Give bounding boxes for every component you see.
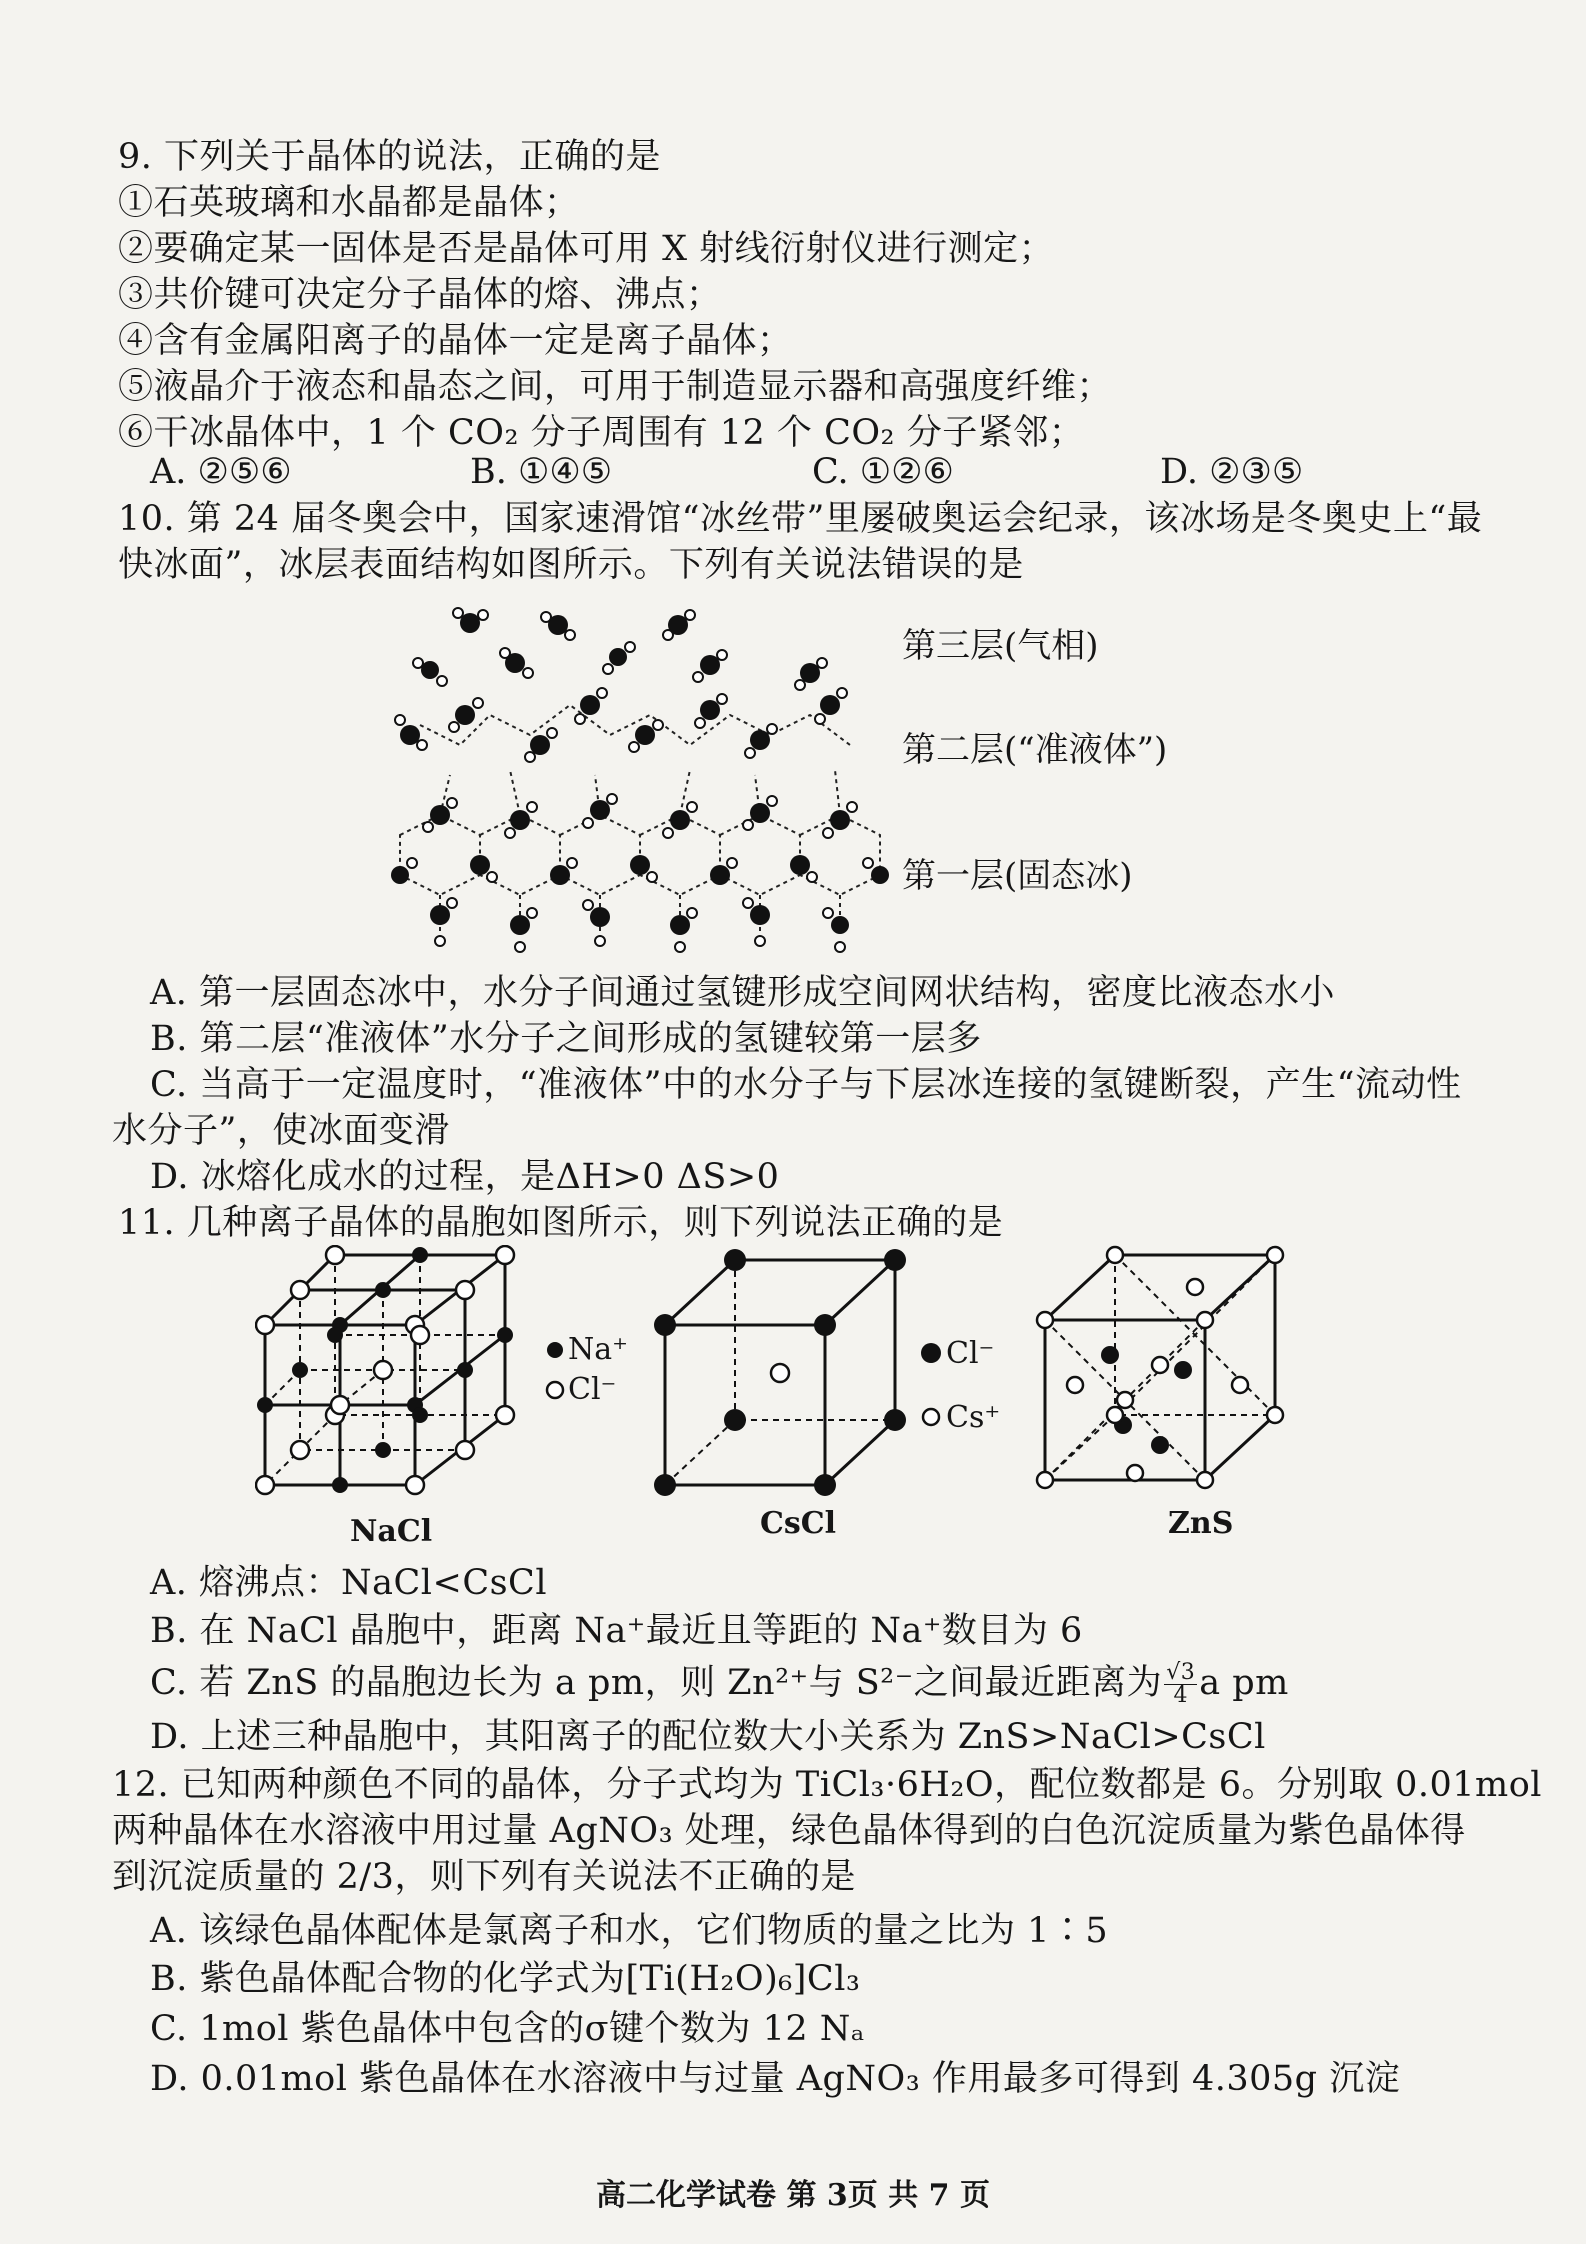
nacl-legend-cl: Cl⁻	[568, 1372, 617, 1407]
cscl-legend-cs: Cs⁺	[946, 1400, 1001, 1435]
hydrogen-atoms	[395, 608, 873, 952]
fraction-sqrt3-over-4	[1164, 1662, 1197, 1707]
q9-item-6: ⑥干冰晶体中，1 个 CO₂ 分子周围有 12 个 CO₂ 分子紧邻；	[118, 413, 1085, 453]
q12-option-a[interactable]: A. 该绿色晶体配体是氯离子和水，它们物质的量之比为 1∶5	[150, 1911, 1109, 1951]
q10-option-a[interactable]: A. 第一层固态冰中，水分子间通过氢键形成空间网状结构，密度比液态水小	[150, 973, 1336, 1013]
nacl-caption: NaCl	[350, 1514, 433, 1549]
q10-option-d[interactable]: D. 冰熔化成水的过程，是ΔH>0 ΔS>0	[150, 1157, 780, 1197]
q9-option-a[interactable]: A. ②⑤⑥	[150, 452, 292, 492]
crystal-cell-diagrams	[255, 1245, 1315, 1545]
q9-stem: 9. 下列关于晶体的说法，正确的是	[118, 137, 662, 177]
q10-option-c-line1[interactable]: C. 当高于一定温度时，“准液体”中的水分子与下层冰连接的氢键断裂，产生“流动性	[150, 1065, 1462, 1105]
fraction-denominator: 4	[1173, 1683, 1188, 1708]
zns-caption: ZnS	[1168, 1506, 1234, 1541]
q9-item-3: ③共价键可决定分子晶体的熔、沸点；	[118, 275, 722, 315]
layer-3-label: 第三层(气相)	[902, 626, 1099, 666]
q12-option-b[interactable]: B. 紫色晶体配合物的化学式为[Ti(H₂O)₆]Cl₃	[150, 1959, 861, 1999]
cscl-caption: CsCl	[760, 1506, 837, 1541]
layer-1-label: 第一层(固态冰)	[902, 856, 1133, 896]
q11-option-a[interactable]: A. 熔沸点：NaCl<CsCl	[150, 1563, 548, 1603]
q9-option-c[interactable]: C. ①②⑥	[812, 452, 954, 492]
q11-option-d[interactable]: D. 上述三种晶胞中，其阳离子的配位数大小关系为 ZnS>NaCl>CsCl	[150, 1717, 1266, 1757]
nacl-unit-cell	[256, 1246, 563, 1494]
q9-option-d[interactable]: D. ②③⑤	[1160, 452, 1304, 492]
q12-option-d[interactable]: D. 0.01mol 紫色晶体在水溶液中与过量 AgNO₃ 作用最多可得到 4.305g 沉淀	[150, 2059, 1401, 2099]
q9-item-2: ②要确定某一固体是否是晶体可用 X 射线衍射仪进行测定；	[118, 229, 1055, 269]
q9-item-4: ④含有金属阳离子的晶体一定是离子晶体；	[118, 321, 793, 361]
q9-item-5: ⑤液晶介于液态和晶态之间，可用于制造显示器和高强度纤维；	[118, 367, 1113, 407]
nacl-legend-na: Na⁺	[568, 1332, 628, 1367]
q9-item-1: ①石英玻璃和水晶都是晶体；	[118, 183, 580, 223]
fraction-numerator: √3	[1166, 1660, 1196, 1685]
q11-option-c[interactable]	[150, 1660, 1289, 1707]
q10-option-c-line2: 水分子”，使冰面变滑	[112, 1111, 450, 1151]
zns-unit-cell	[1037, 1247, 1283, 1488]
q11-option-b[interactable]: B. 在 NaCl 晶胞中，距离 Na⁺最近且等距的 Na⁺数目为 6	[150, 1611, 1083, 1651]
q10-stem-line2: 快冰面”，冰层表面结构如图所示。下列有关说法错误的是	[118, 545, 1024, 585]
q12-stem-line1: 12. 已知两种颜色不同的晶体，分子式均为 TiCl₃·6H₂O，配位数都是 6。分别取 0.01mol	[112, 1765, 1543, 1805]
q10-option-b[interactable]: B. 第二层“准液体”水分子之间形成的氢键较第一层多	[150, 1019, 982, 1059]
q12-stem-line3: 到沉淀质量的 2/3，则下列有关说法不正确的是	[112, 1857, 856, 1897]
q11-option-c-unit: a pm	[1199, 1663, 1289, 1703]
q11-option-c-text: C. 若 ZnS 的晶胞边长为 a pm，则 Zn²⁺与 S²⁻之间最近距离为	[150, 1663, 1163, 1703]
cscl-legend-cl: Cl⁻	[946, 1336, 995, 1371]
oxygen-atoms	[391, 613, 889, 935]
q12-stem-line2: 两种晶体在水溶液中用过量 AgNO₃ 处理，绿色晶体得到的白色沉淀质量为紫色晶体得	[112, 1811, 1466, 1851]
layer-2-label: 第二层(“准液体”)	[902, 730, 1168, 770]
q9-option-b[interactable]: B. ①④⑤	[470, 452, 613, 492]
ice-surface-structure-diagram	[370, 595, 900, 965]
q9-options	[0, 452, 1586, 498]
q12-option-c[interactable]: C. 1mol 紫色晶体中包含的σ键个数为 12 Nₐ	[150, 2009, 865, 2049]
page-footer: 高二化学试卷 第 3页 共 7 页	[596, 2178, 990, 2213]
q10-stem-line1: 10. 第 24 届冬奥会中，国家速滑馆“冰丝带”里屡破奥运会纪录，该冰场是冬奥史上“最	[118, 499, 1483, 539]
q11-stem: 11. 几种离子晶体的晶胞如图所示，则下列说法正确的是	[118, 1203, 1004, 1243]
cscl-unit-cell	[654, 1249, 941, 1496]
